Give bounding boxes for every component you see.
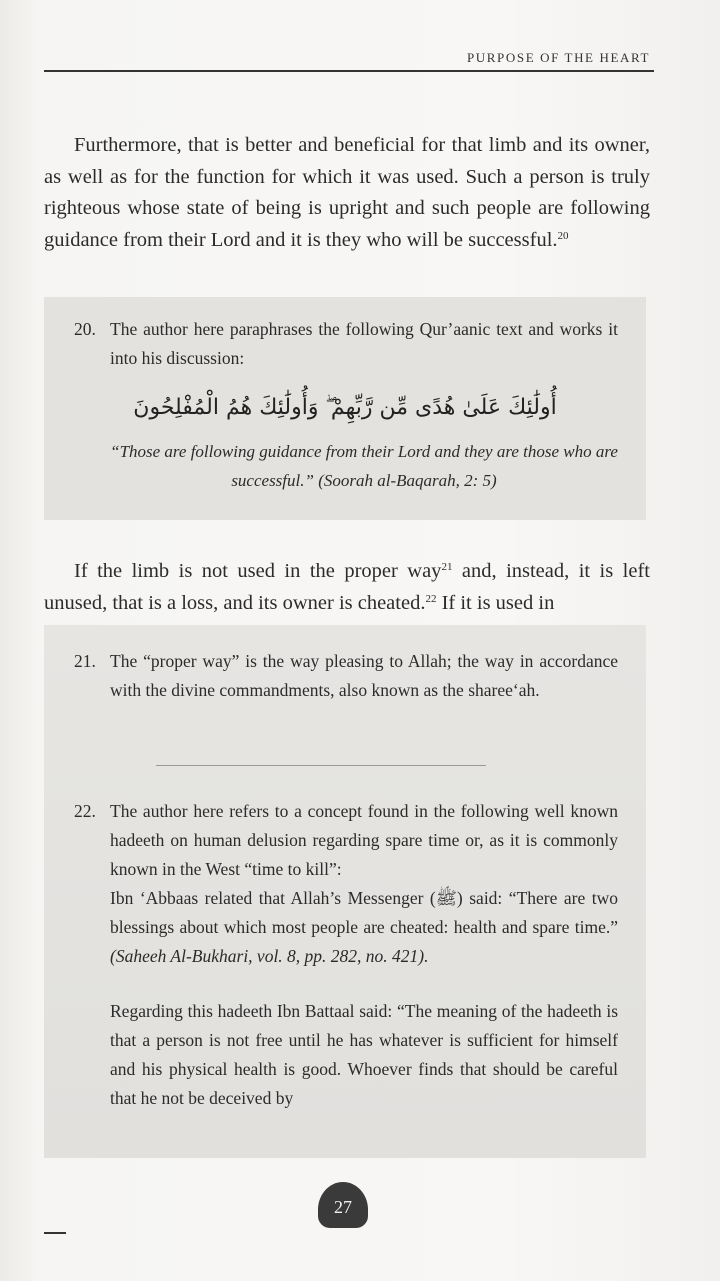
page-number-badge: 27 (318, 1182, 368, 1228)
quran-arabic-text: أُولَٰئِكَ عَلَىٰ هُدًى مِّن رَّبِّهِمْ ۖ وَأُولَٰئِكَ هُمُ الْمُفْلِحُونَ (133, 395, 557, 420)
footnote-number: 21. (74, 651, 96, 671)
footnote-box-21-22 (44, 625, 646, 1158)
paragraph-2-part-3: If it is used in (436, 591, 555, 614)
footnote-22-text-2: Ibn ‘Abbaas related that Allah’s Messenger (ﷺ) said: “There are two blessings about which most people are cheated: health and spare time.” (110, 888, 618, 937)
paragraph-1-text: Furthermore, that is better and beneficial for that limb and its owner, as well as for the function for which it was used. Such a person is truly righteous whose state of being is upright and such people are following guidance from their Lord and it is they who will be successful. (44, 134, 650, 251)
footnote-text (110, 797, 618, 1113)
footnote-22-text-1: The author here refers to a concept found in the following well known hadeeth on human delusion regarding spare time or, as it is commonly known in the West “time to kill”: (110, 801, 618, 879)
footnote-text: The author here paraphrases the following Qur’aanic text and works it into his discussion: (110, 319, 618, 368)
running-header: PURPOSE OF THE HEART (466, 50, 650, 65)
paragraph-2-part-2: and, instead, it is left unused, that is a loss, and its owner is cheated. (44, 560, 650, 614)
footnote-21 (74, 647, 618, 705)
header-rule (44, 70, 654, 72)
footnote-divider (156, 765, 486, 766)
footnote-20 (74, 315, 618, 373)
paragraph-2 (44, 556, 650, 619)
footnote-22 (74, 797, 618, 1113)
paragraph-2-part-1: If the limb is not used in the proper way (74, 560, 442, 582)
footnote-ref-21[interactable]: 21 (441, 561, 453, 573)
footnote-box-20 (44, 297, 646, 520)
quran-translation: “Those are following guidance from their Lord and they are those who are successful.” (Soorah al-Baqarah, 2: 5) (110, 442, 618, 490)
footnote-22-text-3: Regarding this hadeeth Ibn Battaal said: “The meaning of the hadeeth is that a person is not free until he has whatever is sufficient for himself and his physical health is good. Whoever finds that should be careful that he not be deceived by (110, 1001, 618, 1108)
footnote-22-citation: (Saheeh Al-Bukhari, vol. 8, pp. 282, no. 421). (110, 946, 429, 966)
footnote-number: 22. (74, 801, 96, 821)
footnote-text: The “proper way” is the way pleasing to Allah; the way in accordance with the divine commandments, also known as the sharee‘ah. (110, 651, 618, 700)
footnote-ref-20[interactable]: 20 (557, 229, 569, 242)
bottom-corner-mark (44, 1232, 66, 1234)
footnote-ref-22[interactable]: 22 (425, 592, 437, 605)
footnote-number: 20. (74, 319, 96, 339)
paragraph-1 (44, 130, 650, 256)
